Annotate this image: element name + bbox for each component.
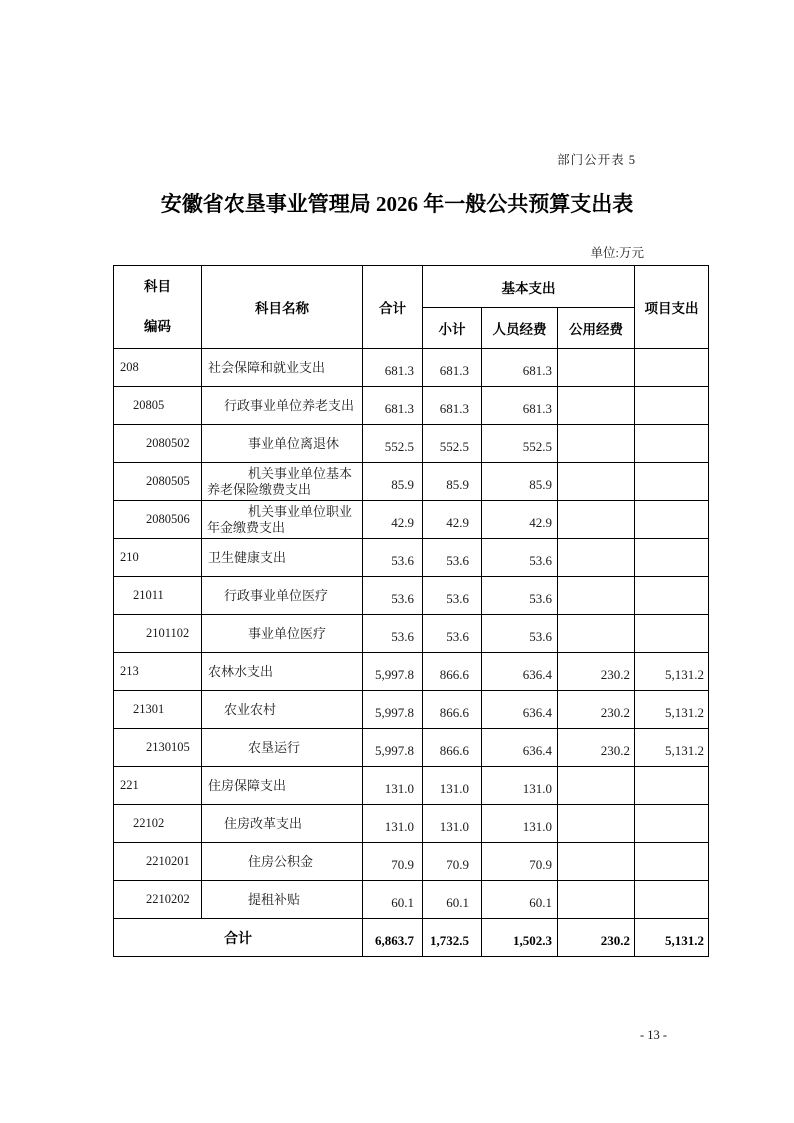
cell-project: [635, 501, 709, 539]
cell-personnel: 42.9: [482, 501, 558, 539]
cell-personnel: 636.4: [482, 653, 558, 691]
cell-public: [558, 843, 635, 881]
cell-code: 22102: [114, 805, 202, 843]
cell-subtotal: 70.9: [423, 843, 482, 881]
cell-project: [635, 577, 709, 615]
cell-name: 社会保障和就业支出: [202, 349, 363, 387]
table-row: [114, 425, 709, 463]
cell-project: 5,131.2: [635, 653, 709, 691]
table-row: [114, 615, 709, 653]
cell-name: 行政事业单位养老支出: [202, 387, 363, 425]
budget-table: [113, 265, 709, 957]
cell-project: [635, 387, 709, 425]
cell-personnel: 53.6: [482, 539, 558, 577]
cell-code: 208: [114, 349, 202, 387]
cell-name: 卫生健康支出: [202, 539, 363, 577]
cell-code: 2210201: [114, 843, 202, 881]
cell-total: 681.3: [363, 387, 423, 425]
page-title: 安徽省农垦事业管理局 2026 年一般公共预算支出表: [160, 192, 634, 216]
cell-code: 2210202: [114, 881, 202, 919]
cell-public: [558, 577, 635, 615]
header-public: 公用经费: [558, 308, 635, 349]
cell-total: 552.5: [363, 425, 423, 463]
total-cell-subtotal: 1,732.5: [423, 919, 482, 957]
cell-total: 60.1: [363, 881, 423, 919]
cell-personnel: 681.3: [482, 387, 558, 425]
table-row: [114, 463, 709, 501]
header-code: [114, 266, 202, 349]
cell-subtotal: 53.6: [423, 577, 482, 615]
cell-subtotal: 85.9: [423, 463, 482, 501]
budget-table-body: [114, 349, 709, 919]
cell-personnel: 53.6: [482, 615, 558, 653]
cell-total: 42.9: [363, 501, 423, 539]
total-cell-project: 5,131.2: [635, 919, 709, 957]
cell-name: 住房改革支出: [202, 805, 363, 843]
header-code-line1: 科目: [144, 279, 171, 294]
total-cell-personnel: 1,502.3: [482, 919, 558, 957]
cell-project: [635, 805, 709, 843]
cell-total: 5,997.8: [363, 653, 423, 691]
total-row: [114, 919, 709, 957]
cell-code: 2130105: [114, 729, 202, 767]
cell-subtotal: 53.6: [423, 539, 482, 577]
cell-total: 5,997.8: [363, 691, 423, 729]
cell-project: [635, 881, 709, 919]
cell-project: [635, 539, 709, 577]
cell-total: 85.9: [363, 463, 423, 501]
cell-subtotal: 552.5: [423, 425, 482, 463]
unit-label: 单位:万元: [590, 246, 644, 260]
cell-code: 21301: [114, 691, 202, 729]
cell-total: 5,997.8: [363, 729, 423, 767]
cell-name: 行政事业单位医疗: [202, 577, 363, 615]
table-footer: [114, 919, 709, 957]
table-row: [114, 387, 709, 425]
header-personnel: 人员经费: [482, 308, 558, 349]
cell-public: [558, 539, 635, 577]
cell-project: [635, 843, 709, 881]
cell-total: 53.6: [363, 615, 423, 653]
cell-personnel: 636.4: [482, 691, 558, 729]
cell-total: 131.0: [363, 805, 423, 843]
cell-personnel: 131.0: [482, 767, 558, 805]
table-row: [114, 501, 709, 539]
cell-subtotal: 42.9: [423, 501, 482, 539]
cell-subtotal: 866.6: [423, 691, 482, 729]
cell-public: [558, 615, 635, 653]
cell-name: 机关事业单位职业年金缴费支出: [202, 501, 363, 539]
cell-code: 21011: [114, 577, 202, 615]
header-project: 项目支出: [635, 266, 709, 349]
cell-personnel: 60.1: [482, 881, 558, 919]
cell-subtotal: 60.1: [423, 881, 482, 919]
total-label: 合计: [114, 919, 363, 957]
cell-name: 农垦运行: [202, 729, 363, 767]
cell-public: [558, 805, 635, 843]
cell-name: 农业农村: [202, 691, 363, 729]
table-row: [114, 767, 709, 805]
cell-code: 210: [114, 539, 202, 577]
cell-code: 2080505: [114, 463, 202, 501]
cell-name: 住房保障支出: [202, 767, 363, 805]
cell-project: [635, 767, 709, 805]
table-row: [114, 577, 709, 615]
total-cell-public: 230.2: [558, 919, 635, 957]
table-row: [114, 729, 709, 767]
page-number: - 13 -: [640, 1028, 668, 1042]
cell-personnel: 85.9: [482, 463, 558, 501]
cell-subtotal: 866.6: [423, 653, 482, 691]
cell-personnel: 636.4: [482, 729, 558, 767]
cell-subtotal: 53.6: [423, 615, 482, 653]
header-name: 科目名称: [202, 266, 363, 349]
cell-public: 230.2: [558, 653, 635, 691]
cell-name: 提租补贴: [202, 881, 363, 919]
cell-code: 2080502: [114, 425, 202, 463]
cell-personnel: 131.0: [482, 805, 558, 843]
cell-subtotal: 681.3: [423, 349, 482, 387]
cell-code: 2101102: [114, 615, 202, 653]
cell-name: 事业单位离退休: [202, 425, 363, 463]
cell-code: 20805: [114, 387, 202, 425]
cell-project: [635, 425, 709, 463]
cell-public: [558, 767, 635, 805]
cell-name: 住房公积金: [202, 843, 363, 881]
header-basic-group: 基本支出: [423, 266, 635, 308]
cell-public: 230.2: [558, 729, 635, 767]
cell-total: 53.6: [363, 539, 423, 577]
cell-name: 事业单位医疗: [202, 615, 363, 653]
cell-subtotal: 131.0: [423, 805, 482, 843]
cell-public: [558, 425, 635, 463]
cell-public: [558, 349, 635, 387]
cell-personnel: 53.6: [482, 577, 558, 615]
cell-public: [558, 881, 635, 919]
cell-public: [558, 501, 635, 539]
cell-project: [635, 463, 709, 501]
cell-subtotal: 131.0: [423, 767, 482, 805]
cell-code: 2080506: [114, 501, 202, 539]
cell-personnel: 681.3: [482, 349, 558, 387]
cell-project: 5,131.2: [635, 729, 709, 767]
cell-name: 机关事业单位基本养老保险缴费支出: [202, 463, 363, 501]
cell-public: [558, 387, 635, 425]
total-cell-total: 6,863.7: [363, 919, 423, 957]
cell-project: 5,131.2: [635, 691, 709, 729]
cell-total: 131.0: [363, 767, 423, 805]
header-code-line2: 编码: [144, 319, 171, 334]
header-subtotal: 小计: [423, 308, 482, 349]
cell-public: [558, 463, 635, 501]
cell-public: 230.2: [558, 691, 635, 729]
cell-subtotal: 866.6: [423, 729, 482, 767]
table-row: [114, 653, 709, 691]
cell-subtotal: 681.3: [423, 387, 482, 425]
header-total: 合计: [363, 266, 423, 349]
cell-code: 221: [114, 767, 202, 805]
table-row: [114, 539, 709, 577]
table-row: [114, 805, 709, 843]
table-row: [114, 349, 709, 387]
cell-project: [635, 615, 709, 653]
cell-code: 213: [114, 653, 202, 691]
cell-project: [635, 349, 709, 387]
table-row: [114, 881, 709, 919]
table-header: [114, 266, 709, 349]
table-row: [114, 843, 709, 881]
table-row: [114, 691, 709, 729]
cell-total: 53.6: [363, 577, 423, 615]
cell-personnel: 552.5: [482, 425, 558, 463]
cell-total: 70.9: [363, 843, 423, 881]
cell-personnel: 70.9: [482, 843, 558, 881]
cell-total: 681.3: [363, 349, 423, 387]
table-ref-label: 部门公开表 5: [557, 153, 636, 167]
cell-name: 农林水支出: [202, 653, 363, 691]
